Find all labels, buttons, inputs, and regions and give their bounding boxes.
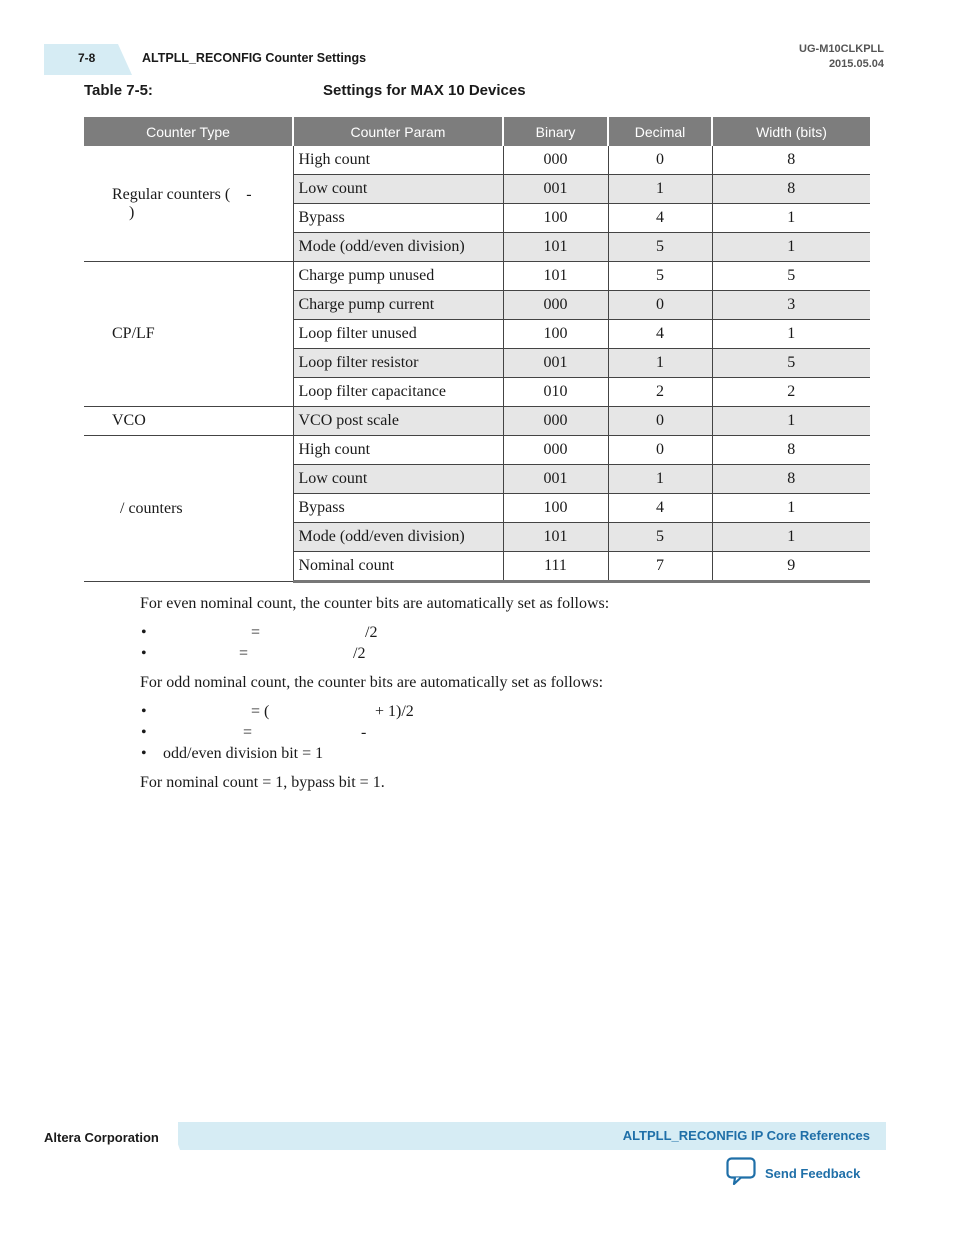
- decimal-cell: 5: [608, 523, 712, 552]
- decimal-cell: 0: [608, 407, 712, 436]
- col-header-width: Width (bits): [712, 117, 870, 146]
- binary-cell: 000: [503, 407, 608, 436]
- width-cell: 8: [712, 146, 870, 175]
- binary-cell: 100: [503, 494, 608, 523]
- binary-cell: 000: [503, 436, 608, 465]
- binary-cell: 000: [503, 291, 608, 320]
- section-title: ALTPLL_RECONFIG Counter Settings: [142, 51, 367, 65]
- doc-info: [799, 42, 884, 72]
- doc-date: 2015.05.04: [828, 58, 884, 70]
- binary-cell: 000: [503, 146, 608, 175]
- param-cell: Charge pump current: [293, 291, 503, 320]
- bypass-note: For nominal count = 1, bypass bit = 1.: [140, 774, 385, 791]
- width-cell: 2: [712, 378, 870, 407]
- width-cell: 9: [712, 552, 870, 582]
- odd-bullet-high-tail: + 1)/2: [375, 703, 414, 720]
- param-cell: High count: [293, 146, 503, 175]
- decimal-cell: 4: [608, 204, 712, 233]
- param-cell: Nominal count: [293, 552, 503, 582]
- binary-cell: 100: [503, 320, 608, 349]
- even-bullet-low-div: /2: [353, 645, 366, 662]
- width-cell: 3: [712, 291, 870, 320]
- odd-bullet-high-eq: = (: [251, 703, 270, 720]
- binary-cell: 101: [503, 262, 608, 291]
- table-row: [84, 262, 870, 291]
- binary-cell: 001: [503, 349, 608, 378]
- send-feedback-link[interactable]: [726, 1158, 860, 1188]
- binary-cell: 001: [503, 465, 608, 494]
- odd-bullet-high: •: [141, 703, 147, 720]
- speech-bubble-icon: [726, 1157, 756, 1190]
- width-cell: 1: [712, 320, 870, 349]
- odd-bullet-mode-text: odd/even division bit = 1: [163, 745, 324, 762]
- footer-band-notch: [170, 1122, 180, 1150]
- table-row: [84, 407, 870, 436]
- param-cell: Low count: [293, 175, 503, 204]
- param-cell: High count: [293, 436, 503, 465]
- param-cell: Bypass: [293, 204, 503, 233]
- width-cell: 8: [712, 465, 870, 494]
- decimal-cell: 0: [608, 146, 712, 175]
- param-cell: Bypass: [293, 494, 503, 523]
- counter-type-label-end: ): [129, 203, 135, 221]
- binary-cell: 001: [503, 175, 608, 204]
- counter-type-dash: -: [246, 185, 252, 203]
- decimal-cell: 2: [608, 378, 712, 407]
- send-feedback-label: Send Feedback: [765, 1165, 861, 1181]
- param-cell: Low count: [293, 465, 503, 494]
- odd-count-intro: For odd nominal count, the counter bits are automatically set as follows:: [140, 674, 604, 691]
- decimal-cell: 7: [608, 552, 712, 582]
- decimal-cell: 1: [608, 175, 712, 204]
- decimal-cell: 4: [608, 494, 712, 523]
- table-header-row: [84, 117, 870, 146]
- width-cell: 1: [712, 407, 870, 436]
- width-cell: 5: [712, 349, 870, 378]
- col-header-counter-type: Counter Type: [84, 117, 293, 146]
- binary-cell: 100: [503, 204, 608, 233]
- even-bullet-low-eq: =: [239, 645, 249, 662]
- width-cell: 1: [712, 233, 870, 262]
- width-cell: 1: [712, 523, 870, 552]
- col-header-binary: Binary: [503, 117, 608, 146]
- table-caption-title: Settings for MAX 10 Devices: [323, 82, 526, 99]
- page-tab-notch: [118, 44, 132, 75]
- counter-type-label: Regular counters (: [112, 185, 231, 203]
- param-cell: Loop filter resistor: [293, 349, 503, 378]
- settings-table: [84, 117, 870, 583]
- counter-type-cell: CP/LF: [84, 262, 293, 407]
- param-cell: Mode (odd/even division): [293, 233, 503, 262]
- binary-cell: 101: [503, 233, 608, 262]
- even-bullet-high: •: [141, 624, 147, 641]
- binary-cell: 111: [503, 552, 608, 582]
- decimal-cell: 0: [608, 436, 712, 465]
- decimal-cell: 1: [608, 465, 712, 494]
- even-bullet-high-eq: =: [251, 624, 261, 641]
- width-cell: 5: [712, 262, 870, 291]
- company-name: Altera Corporation: [44, 1130, 159, 1145]
- binary-cell: 101: [503, 523, 608, 552]
- counter-type-cell: VCO: [84, 407, 293, 436]
- odd-bullet-low-minus: -: [361, 724, 367, 741]
- table-caption-number: Table 7-5:: [84, 82, 153, 99]
- decimal-cell: 4: [608, 320, 712, 349]
- counter-type-cell: / counters: [84, 436, 293, 582]
- doc-id: UG-M10CLKPLL: [799, 43, 884, 55]
- col-header-decimal: Decimal: [608, 117, 712, 146]
- param-cell: VCO post scale: [293, 407, 503, 436]
- decimal-cell: 0: [608, 291, 712, 320]
- param-cell: Mode (odd/even division): [293, 523, 503, 552]
- footer-reference-link[interactable]: ALTPLL_RECONFIG IP Core References: [622, 1128, 870, 1143]
- width-cell: 1: [712, 494, 870, 523]
- param-cell: Loop filter capacitance: [293, 378, 503, 407]
- even-count-intro: For even nominal count, the counter bits are automatically set as follows:: [140, 595, 610, 612]
- width-cell: 8: [712, 175, 870, 204]
- counter-type-cell: [84, 146, 293, 262]
- odd-bullet-low: •: [141, 724, 147, 741]
- odd-bullet-mode: • odd/even division bit = 1: [141, 745, 324, 762]
- even-bullet-low: •: [141, 645, 147, 662]
- param-cell: Charge pump unused: [293, 262, 503, 291]
- decimal-cell: 5: [608, 233, 712, 262]
- decimal-cell: 1: [608, 349, 712, 378]
- binary-cell: 010: [503, 378, 608, 407]
- table-row: [84, 146, 870, 175]
- table-row: [84, 436, 870, 465]
- page-number: 7-8: [78, 51, 96, 65]
- decimal-cell: 5: [608, 262, 712, 291]
- width-cell: 1: [712, 204, 870, 233]
- col-header-counter-param: Counter Param: [293, 117, 503, 146]
- even-bullet-high-div: /2: [365, 624, 378, 641]
- odd-bullet-low-eq: =: [243, 724, 253, 741]
- width-cell: 8: [712, 436, 870, 465]
- param-cell: Loop filter unused: [293, 320, 503, 349]
